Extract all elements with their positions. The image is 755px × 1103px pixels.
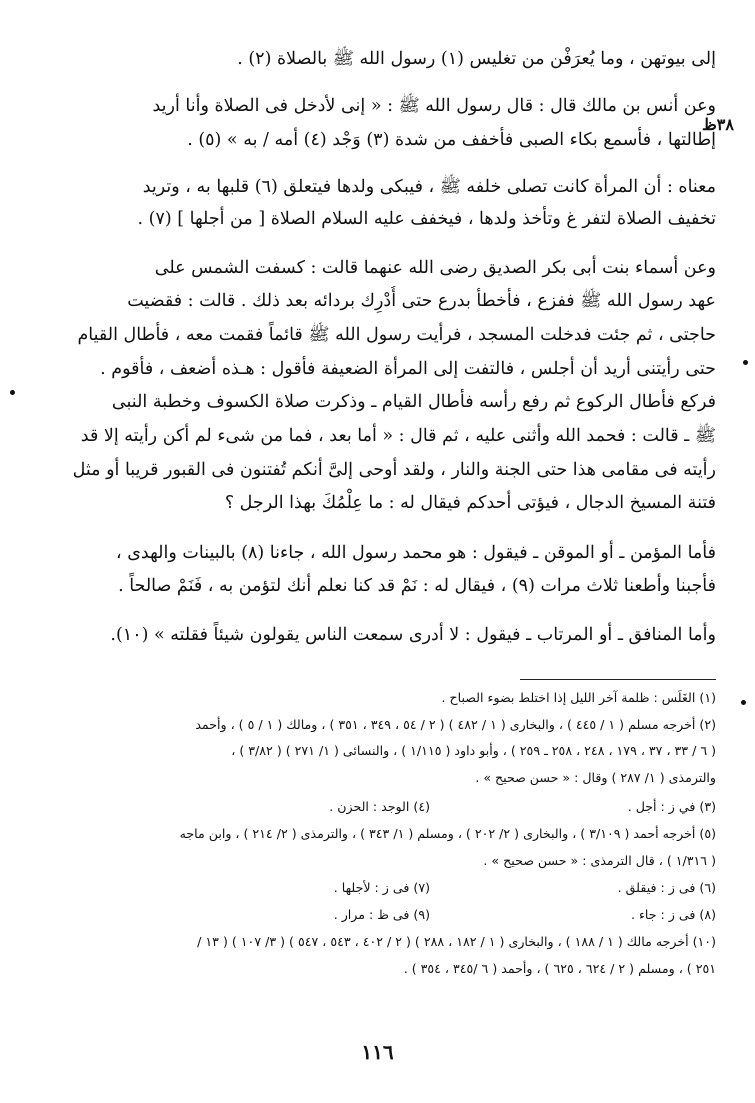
footnote-line: (٣) في ز : أجل . xyxy=(627,799,716,814)
footnote-line: (١٠) أخرجه مالك ( ١ / ١٨٨ ) ، والبخارى ( ١ / ١٨٢ ، ٢٨٨ ) ( ٢ / ٤٠٢ ، ٥٤٣ ، ٥٤٧ ) ( ٣/ ١٠٧ ) ( ١٣ / xyxy=(197,934,716,949)
scan-speck xyxy=(741,700,746,705)
footnote-line: (٨) فى ز : جاء . xyxy=(630,907,716,922)
body-line: معناه : أن المرأة كانت تصلى خلفه ﷺ ، فيبكى ولدها فيتعلق (٦) قلبها به ، وتريد xyxy=(142,177,716,197)
body-line: إطالتها ، فأسمع بكاء الصبى فأخفف من شدة (٣) وَجْد (٤) أمه / به » (٥) . xyxy=(187,130,716,150)
footnote-separator xyxy=(520,679,716,680)
body-line: إلى بيوتهن ، وما يُعرَفْن من تغليس (١) رسول الله ﷺ بالصلاة (٢) . xyxy=(237,49,716,69)
footnote-line: (٧) فى ز : لأجلها . xyxy=(333,880,430,895)
footnote-line: (٥) أخرجه أحمد ( ٣/١٠٩ ) ، والبخارى ( ٢/ ٢٠٢ ) ، ومسلم ( ١/ ٣٤٣ ) ، والترمذى ( ٢/ ٢١٤ ) ، وابن ماجه xyxy=(179,826,716,841)
body-line: تخفيف الصلاة لتفر غ وتأخذ ولدها ، فيخفف عليه السلام الصلاة [ من أجلها ] (٧) . xyxy=(137,209,716,229)
footnote-line: (٢) أخرجه مسلم ( ١ / ٤٤٥ ) ، والبخارى ( ١ / ٤٨٢ ) ( ٢ / ٥٤ ، ٣٤٩ ، ٣٥١ ) ، ومالك ( ١ / ٥ ) ، وأحمد xyxy=(195,717,716,732)
body-line: فركع فأطال الركوع ثم رفع رأسه فأطال القيام ـ وذكرت صلاة الكسوف وخطبة النبى xyxy=(111,392,716,412)
footnote-line: ٢٥١ ) ، ومسلم ( ٢ / ٦٢٤ ، ٦٢٥ ) ، وأحمد ( ٦ /٣٤٥ ، ٣٥٤ ) . xyxy=(403,961,716,976)
footnote-line: ( ١/٣١٦ ) ، قال الترمذى : « حسن صحيح » . xyxy=(483,853,716,868)
body-line: عهد رسول الله ﷺ ففزع ، فأخطأ بدرع حتى أُدْرِك بردائه بعد ذلك . قالت : فقضيت xyxy=(127,291,716,311)
scan-speck xyxy=(10,390,15,395)
body-line: وعن أسماء بنت أبى بكر الصديق رضى الله عنهما قالت : كسفت الشمس على xyxy=(154,258,716,278)
footnote-line: (٩) فى ظ : مرار . xyxy=(333,907,430,922)
body-line: رأيته فى مقامى هذا حتى الجنة والنار ، ولقد أوحى إلىَّ أنكم تُفتنون فى القبور قريبا أو مثل xyxy=(72,460,716,480)
scan-speck xyxy=(743,360,748,365)
body-line: حاجتى ، ثم جئت فدخلت المسجد ، فرأيت رسول الله ﷺ قائماً فقمت معه ، فأطال القيام xyxy=(77,325,716,345)
footnote-line: (٦) فى ز : فيقلق . xyxy=(617,880,716,895)
body-line: وأما المنافق ـ أو المرتاب ـ فيقول : لا أدرى سمعت الناس يقولون شيئاً فقلته » (١٠). xyxy=(110,625,716,645)
body-line: وعن أنس بن مالك قال : قال رسول الله ﷺ : « إنى لأدخل فى الصلاة وأنا أريد xyxy=(152,96,716,116)
body-line: فأما المؤمن ـ أو الموقن ـ فيقول : هو محمد رسول الله ، جاءنا (٨) بالبينات والهدى ، xyxy=(116,543,716,563)
body-line: حتى رأيتنى أريد أن أجلس ، فالتفت إلى المرأة الضعيفة فأقول : هـذه أضعف ، فأقوم . xyxy=(100,359,716,379)
footnote-line: (٤) الوجد : الحزن . xyxy=(329,799,430,814)
body-line: فتنة المسيخ الدجال ، فيؤتى أحدكم فيقال له : ما عِلْمُكَ بهذا الرجل ؟ xyxy=(224,493,716,513)
footnote-line: والترمذى ( ١/ ٢٨٧ ) وقال : « حسن صحيح » . xyxy=(475,770,716,785)
footnote-line: (١) الغَلَس : ظلمة آخر الليل إذا اختلط بضوء الصباح . xyxy=(441,690,716,705)
page-number: ١١٦ xyxy=(361,1040,394,1064)
body-line: ﷺ ـ قالت : فحمد الله وأثنى عليه ، ثم قال : « أما بعد ، فما من شىء لم أكن رأيته إلا قد xyxy=(80,426,716,446)
footnote-line: ( ٦ / ٣٣ ، ٣٧ ، ١٧٩ ، ٢٤٨ ، ٢٥٨ ـ ٢٥٩ ) ، وأبو داود ( ١/١١٥ ) ، والنسائى ( ١/ ٢٧١ ) ( ٣/٨٢ ) ، xyxy=(231,743,716,758)
margin-folio-note: ٣٨ظ xyxy=(702,115,734,134)
body-line: فأجبنا وأطعنا ثلاث مرات (٩) ، فيقال له : نَمْ قد كنا نعلم أنك لتؤمن به ، فَنَمْ صالحاً . xyxy=(118,576,716,596)
